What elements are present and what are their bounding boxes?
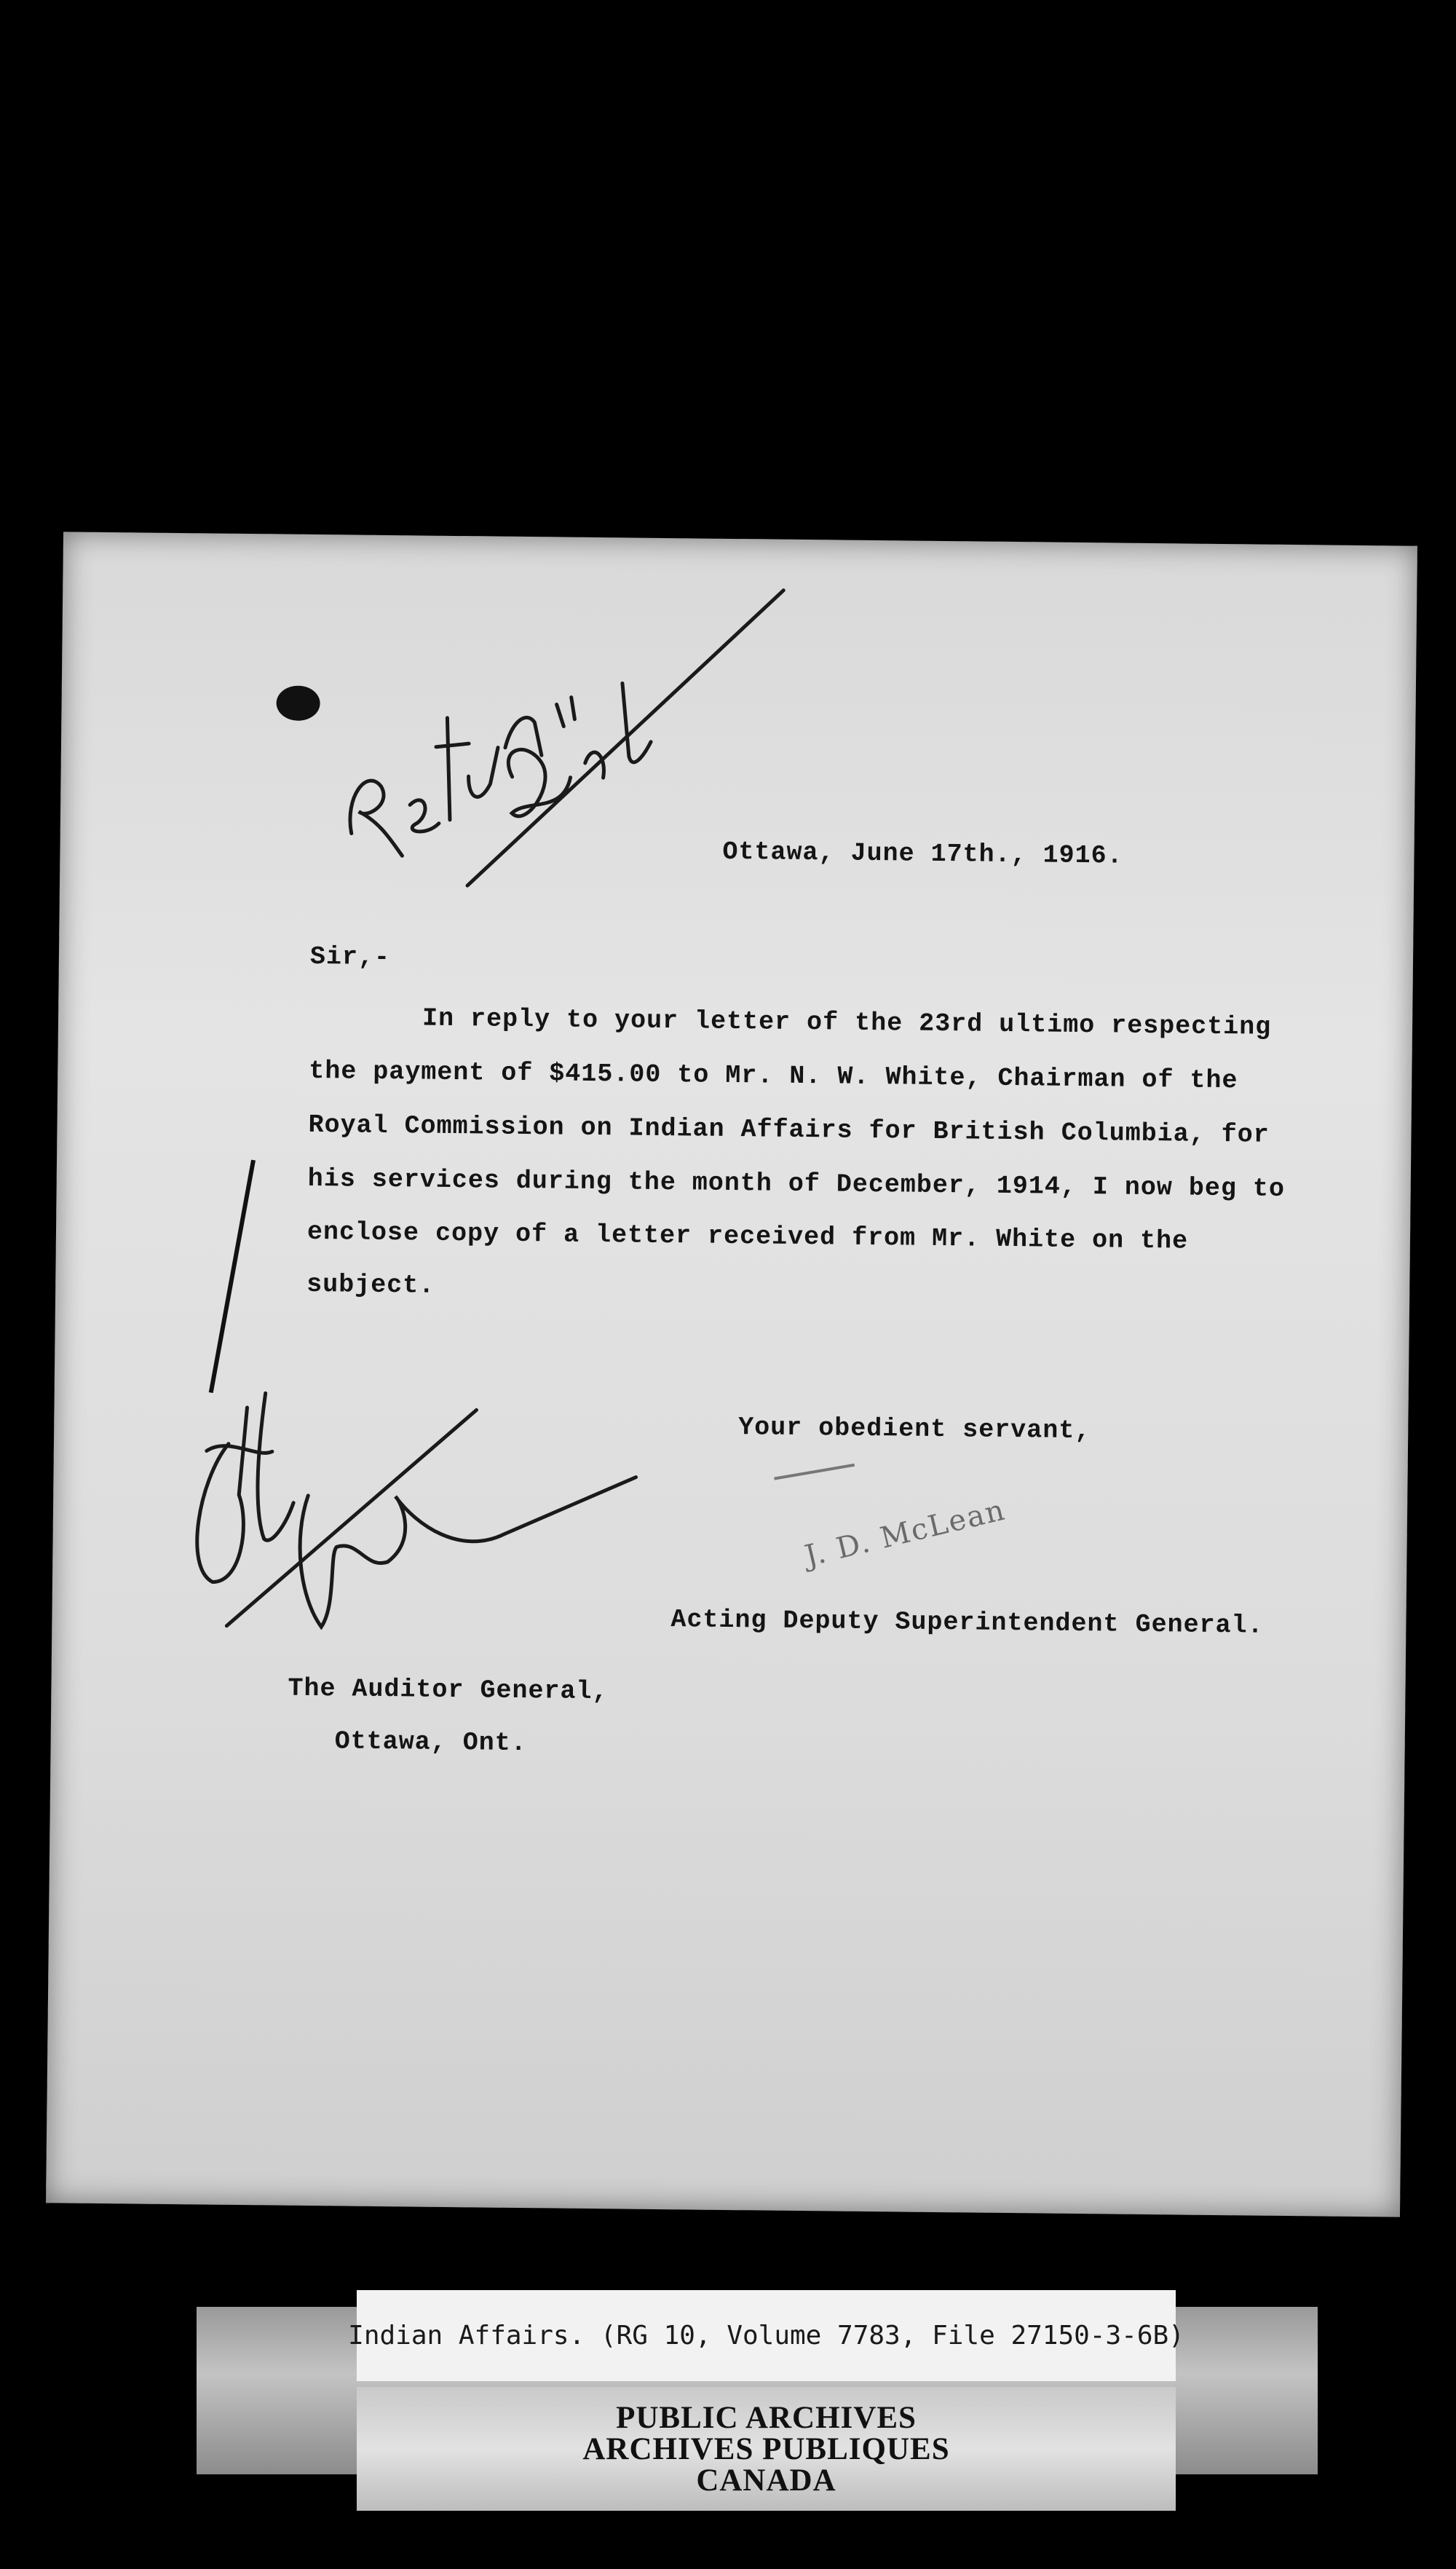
archives-line-english: PUBLIC ARCHIVES [616, 2400, 917, 2435]
archives-line-country: CANADA [696, 2463, 836, 2498]
closing: Your obedient servant, [738, 1413, 1091, 1446]
signature-stamp: J. D. McLean [802, 1493, 1009, 1574]
body-line: the payment of $415.00 to Mr. N. W. White, Chairman of the [309, 1056, 1238, 1096]
check-mark [211, 1160, 253, 1394]
addressee-city: Ottawa, Ont. [334, 1727, 527, 1759]
ink-blot [276, 685, 320, 721]
initials-scribble [197, 1392, 637, 1630]
body-line: enclose copy of a letter received from Mr. White on the [306, 1217, 1189, 1256]
body-line: subject. [306, 1269, 435, 1301]
return-to-file-annotation [349, 585, 783, 888]
archives-stamp [357, 2387, 1176, 2511]
reference-label [348, 2290, 1184, 2381]
handwriting-marks [46, 532, 1417, 2217]
letter-date: Ottawa, June 17th., 1916. [722, 837, 1123, 871]
body-line: In reply to your letter of the 23rd ultimo respecting [422, 1003, 1272, 1042]
body-line: his services during the month of December, 1914, I now beg to [307, 1164, 1286, 1204]
body-line: Royal Commission on Indian Affairs for British Columbia, for [308, 1110, 1270, 1150]
archives-line-french: ARCHIVES PUBLIQUES [582, 2431, 950, 2466]
reference-text: Indian Affairs. (RG 10, Volume 7783, File 27150-3-6B) [348, 2321, 1184, 2351]
addressee-title: The Auditor General, [288, 1673, 609, 1707]
stamp-line [775, 1464, 855, 1480]
salutation: Sir,- [309, 942, 391, 973]
letter-page [46, 532, 1417, 2217]
signatory-title: Acting Deputy Superintendent General. [670, 1605, 1264, 1641]
